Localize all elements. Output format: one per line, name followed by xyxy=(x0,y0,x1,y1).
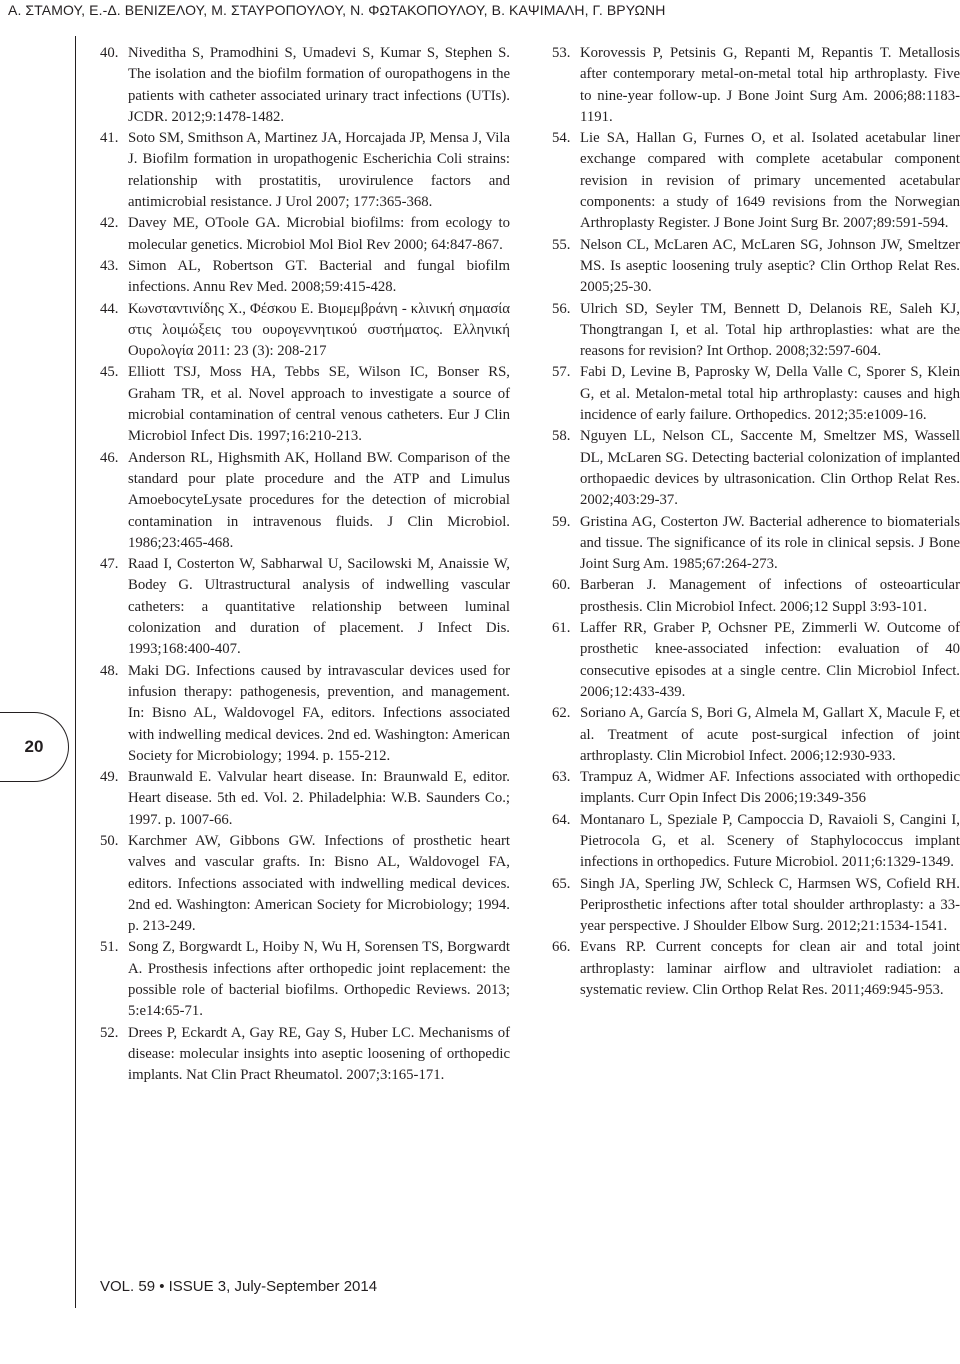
reference-item xyxy=(100,362,510,447)
reference-item xyxy=(552,512,960,576)
reference-number: 59. xyxy=(552,513,571,530)
page-number: 20 xyxy=(24,737,44,756)
reference-text: Trampuz A, Widmer AF. Infections associated with orthopedic implants. Curr Opin Infect Dis 2006;19:349-356 xyxy=(580,769,960,807)
reference-text: Gristina AG, Costerton JW. Bacterial adherence to biomaterials and tissue. The significance of its role in clinical sepsis. J Bone Joint Surg Am. 1985;67:264-273. xyxy=(580,513,960,573)
reference-number: 51. xyxy=(100,939,119,956)
reference-number: 65. xyxy=(552,875,571,892)
reference-item xyxy=(552,767,960,810)
reference-number: 61. xyxy=(552,620,571,637)
reference-item xyxy=(552,703,960,767)
reference-number: 41. xyxy=(100,130,119,147)
reference-item xyxy=(552,426,960,511)
reference-text: Karchmer AW, Gibbons GW. Infections of prosthetic heart valves and vascular grafts. In: Bisno AL, Waldovogel FA, editors. Infections associated with indwelling medical devices. 2nd ed. Washington: American Society for Microbiology; 1994. p. 213-249. xyxy=(128,832,510,935)
reference-item xyxy=(552,874,960,938)
reference-number: 58. xyxy=(552,428,571,445)
reference-item xyxy=(100,661,510,767)
reference-number: 54. xyxy=(552,130,571,147)
reference-number: 66. xyxy=(552,939,571,956)
reference-text: Maki DG. Infections caused by intravascular devices used for infusion therapy: pathogenesis, prevention, and management. In: Bisno AL, Waldovogel FA, editors. Infections associated with indwelling medical devices. 2nd ed. Washington: American Society for Microbiology; 1994. p. 155-212. xyxy=(128,662,510,764)
reference-text: Barberan J. Management of infections of osteoarticular prosthesis. Clin Microbiol Infect. 2006;12 Suppl 3:93-101. xyxy=(580,577,960,615)
reference-item xyxy=(552,362,960,426)
reference-item xyxy=(100,831,510,937)
reference-item xyxy=(100,299,510,363)
reference-number: 43. xyxy=(100,257,119,274)
reference-number: 62. xyxy=(552,705,571,722)
reference-number: 64. xyxy=(552,811,571,828)
reference-text: Korovessis P, Petsinis G, Repanti M, Repantis T. Metallosis after contemporary metal-on-metal total hip arthroplasty. Five to nine-year follow-up. J Bone Joint Surg Am. 2006;88:1183-1191. xyxy=(580,45,960,125)
reference-number: 45. xyxy=(100,364,119,381)
reference-text: Nelson CL, McLaren AC, McLaren SG, Johnson JW, Smeltzer MS. Is aseptic loosening truly aseptic? Clin Orthop Relat Res. 2005;25-30. xyxy=(580,236,960,296)
references-column-right xyxy=(552,43,960,1001)
reference-text: Davey ME, OToole GA. Microbial biofilms: from ecology to molecular genetics. Microbiol Mol Biol Rev 2000; 64:847-867. xyxy=(128,215,510,253)
references-column-left xyxy=(100,43,510,1087)
reference-text: Anderson RL, Highsmith AK, Holland BW. Comparison of the standard pour plate procedure and the ATP and Limulus AmoebocyteLysate procedures for the detection of microbial contamination in intravenous fluids. J Clin Microbiol. 1986;23:465-468. xyxy=(128,449,510,551)
reference-text: Fabi D, Levine B, Paprosky W, Della Valle C, Sporer S, Klein G, et al. Metalon-metal total hip arthroplasty: causes and high incidence of early failure. Orthopedics. 2012;35:e1009-16. xyxy=(580,364,960,424)
reference-number: 46. xyxy=(100,449,119,466)
reference-number: 48. xyxy=(100,662,119,679)
margin-rule xyxy=(75,36,76,1308)
reference-item xyxy=(552,618,960,703)
reference-text: Montanaro L, Speziale P, Campoccia D, Ravaioli S, Cangini I, Pietrocola G, et al. Scenery of Staphylococcus implant infections in orthopedics. Future Microbiol. 2011;6:1329-1349. xyxy=(580,811,960,871)
reference-text: Soto SM, Smithson A, Martinez JA, Horcajada JP, Mensa J, Vila J. Biofilm formation in uropathogenic Escherichia Coli strains: relationship with prostatitis, urovirulence factors and antimicrobial resistance. J Urol 2007; 177:365-368. xyxy=(128,130,510,211)
reference-number: 53. xyxy=(552,45,571,61)
reference-text: Song Z, Borgwardt L, Hoiby N, Wu H, Sorensen TS, Borgwardt A. Prosthesis infections after orthopedic joint replacement: the possible role of bacterial biofilms. Orthopedic Reviews. 2013; 5:e14:65-71. xyxy=(128,939,510,1020)
reference-text: Braunwald E. Valvular heart disease. In: Braunwald E, editor. Heart disease. 5th ed. Vol. 2. Philadelphia: W.B. Saunders Co.; 1997. p. 1007-66. xyxy=(128,769,510,828)
reference-item xyxy=(552,43,960,128)
reference-text: Lie SA, Hallan G, Furnes O, et al. Isolated acetabular liner exchange compared with complete acetabular component revision in revision of primary uncemented acetabular components: a study of 1649 revisions from the Norwegian Arthroplasty Register. J Bone Joint Surg Br. 2007;89:591-594. xyxy=(580,130,960,232)
reference-text: Soriano A, García S, Bori G, Almela M, Gallart X, Macule F, et al. Treatment of acute post-surgical infection of joint arthroplasty. Clin Microbiol Infect. 2006;12:930-933. xyxy=(580,705,960,764)
reference-item xyxy=(100,128,510,213)
page-number-tab xyxy=(0,712,69,782)
reference-number: 44. xyxy=(100,300,119,317)
reference-number: 42. xyxy=(100,215,119,232)
reference-text: Ulrich SD, Seyler TM, Bennett D, Delanois RE, Saleh KJ, Thongtrangan I, et al. Total hip arthroplasties: what are the reasons for revision? Int Orthop. 2008;32:597-604. xyxy=(580,300,960,360)
reference-number: 49. xyxy=(100,769,119,786)
reference-text: Singh JA, Sperling JW, Schleck C, Harmsen WS, Cofield RH. Periprosthetic infections after total shoulder arthroplasty: a 33-year perspective. J Shoulder Elbow Surg. 2012;21:1534-1541. xyxy=(580,875,960,935)
reference-text: Drees P, Eckardt A, Gay RE, Gay S, Huber LC. Mechanisms of disease: molecular insights into aseptic loosening of orthopedic implants. Nat Clin Pract Rheumatol. 2007;3:165-171. xyxy=(128,1024,510,1084)
reference-item xyxy=(552,937,960,1001)
reference-item xyxy=(100,448,510,554)
reference-number: 56. xyxy=(552,300,571,317)
reference-item xyxy=(552,235,960,299)
reference-text: Evans RP. Current concepts for clean air and total joint arthroplasty: laminar airflow and ultraviolet radiation: a systematic review. Clin Orthop Relat Res. 2011;469:945-953. xyxy=(580,939,960,999)
reference-item xyxy=(100,43,510,128)
reference-text: Κωνσταντινίδης Χ., Φέσκου Ε. Βιομεμβράνη - κλινική σημασία στις λοιμώξεις του ουρογεννητικού συστήματος. Ελληνική Ουρολογία 2011: 23 (3): 208-217 xyxy=(128,300,510,360)
footer-issue: VOL. 59 • ISSUE 3, July-September 2014 xyxy=(100,1278,378,1295)
reference-item xyxy=(552,810,960,874)
reference-text: Raad I, Costerton W, Sabharwal U, Sacilowski M, Anaissie W, Bodey G. Ultrastructural analysis of indwelling vascular catheters: a quantitative relationship between luminal colonization and duration of placement. J Infect Dis. 1993;168:400-407. xyxy=(128,556,510,658)
reference-number: 47. xyxy=(100,556,119,573)
reference-number: 50. xyxy=(100,832,119,849)
reference-number: 40. xyxy=(100,45,119,61)
reference-item xyxy=(552,299,960,363)
reference-item xyxy=(100,213,510,256)
reference-number: 60. xyxy=(552,577,571,594)
reference-item xyxy=(552,128,960,234)
reference-text: Laffer RR, Graber P, Ochsner PE, Zimmerli W. Outcome of prosthetic knee-associated infection: evaluation of 40 consecutive episodes at a single centre. Clin Microbiol Infect. 2006;12:433-439. xyxy=(580,620,960,700)
reference-number: 63. xyxy=(552,769,571,786)
reference-text: Simon AL, Robertson GT. Bacterial and fungal biofilm infections. Annu Rev Med. 2008;59:415-428. xyxy=(128,257,510,296)
reference-number: 57. xyxy=(552,364,571,381)
reference-item xyxy=(552,575,960,618)
reference-text: Niveditha S, Pramodhini S, Umadevi S, Kumar S, Stephen S. The isolation and the biofilm formation of ouropathogens in the patients with catheter associated urinary tract infections (UTIs). JCDR. 2012;9:1478-1482. xyxy=(128,45,510,125)
running-header-authors: Α. ΣΤΑΜΟΥ, Ε.-Δ. ΒΕΝΙΖΕΛΟΥ, Μ. ΣΤΑΥΡΟΠΟΥΛΟΥ, Ν. ΦΩΤΑΚΟΠΟΥΛΟΥ, Β. ΚΑΨΙΜΑΛΗ, Γ. ΒΡΥΩΝΗ xyxy=(8,2,666,18)
reference-text: Elliott TSJ, Moss HA, Tebbs SE, Wilson IC, Bonser RS, Graham TR, et al. Novel approach to investigate a source of microbial contamination of central venous catheters. Eur J Clin Microbiol Infect Dis. 1997;16:210-213. xyxy=(128,364,510,445)
reference-item xyxy=(100,256,510,299)
reference-item xyxy=(100,554,510,660)
reference-number: 55. xyxy=(552,236,571,253)
reference-item xyxy=(100,1023,510,1087)
reference-item xyxy=(100,767,510,831)
reference-text: Nguyen LL, Nelson CL, Saccente M, Smeltzer MS, Wassell DL, McLaren SG. Detecting bacterial colonization of implanted orthopaedic devices by ultrasonication. Clin Orthop Relat Res. 2002;403:29-37. xyxy=(580,428,960,509)
reference-number: 52. xyxy=(100,1024,119,1041)
reference-item xyxy=(100,937,510,1022)
